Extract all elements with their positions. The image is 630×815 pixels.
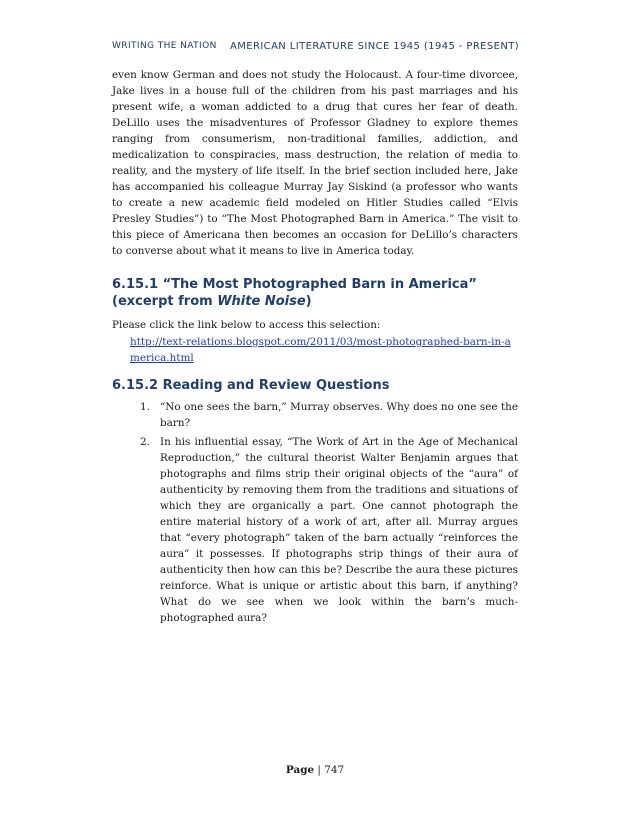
section-heading-6-15-2: 6.15.2 Reading and Review Questions (112, 378, 390, 393)
intro-paragraph: even know German and does not study the Holocaust. A four-time divorcee, Jake lives in a house full of the children from his past marriages and his present wife, a woman addicted to a drug that cures her fear of death. DeLillo uses the misadventures of Professor Gladney to explore themes ranging from consumerism, non-traditional families, addiction, and medicalization to conspiracies, mass destruction, the relation of media to reality, and the mystery of life itself. In the brief section included here, Jake has accompanied his colleague Murray Jay Siskind (a professor who wants to create a new academic field modeled on Hitler Studies called “Elvis Presley Studies”) to “The Most Photographed Barn in America.” The visit to this piece of Americana then becomes an occasion for DeLillo’s characters to converse about what it means to live in America today. (112, 69, 518, 257)
page-label: Page (285, 764, 315, 776)
section-heading-close: ) (305, 294, 312, 309)
page-footer (0, 763, 630, 777)
question-text: “No one sees the barn,” Murray observes. Why does no one see the barn? (160, 401, 518, 429)
question-number: 1. (140, 401, 150, 413)
section-heading-text: 6.15.1 “The Most Photographed Barn in America” (excerpt from (112, 277, 477, 309)
selection-instruction: Please click the link below to access this selection: (112, 319, 381, 331)
section-title: AMERICAN LITERATURE SINCE 1945 (1945 - PRESENT) (230, 41, 520, 52)
question-list (112, 399, 518, 626)
running-header (112, 41, 520, 55)
question-item (112, 434, 518, 626)
question-item (112, 399, 518, 431)
book-title: WRITING THE NATION (112, 41, 217, 51)
page-separator: | (317, 764, 321, 776)
page-content (112, 67, 518, 629)
selection-link[interactable]: http://text-relations.blogspot.com/2011/03/most-photographed-barn-in-america.html (130, 336, 511, 364)
work-title: White Noise (217, 294, 306, 309)
question-text: In his influential essay, “The Work of Art in the Age of Mechanical Reproduction,” the cultural theorist Walter Benjamin argues that photographs and films strip their original objects of the “aura” of authenticity by removing them from the traditions and situations of which they are organically a part. One cannot photograph the entire material history of a work of art, after all. Murray argues that “every photograph” taken of the barn actually “reinforces the aura” it possesses. If photographs strip things of their aura of authenticity then how can this be? Describe the aura these pictures reinforce. What is unique or artistic about this barn, if anything? What do we see when we look within the barn’s much-photographed aura? (160, 436, 518, 624)
page-number: 747 (324, 764, 345, 776)
section-heading-6-15-1 (112, 276, 518, 310)
question-number: 2. (140, 436, 150, 448)
